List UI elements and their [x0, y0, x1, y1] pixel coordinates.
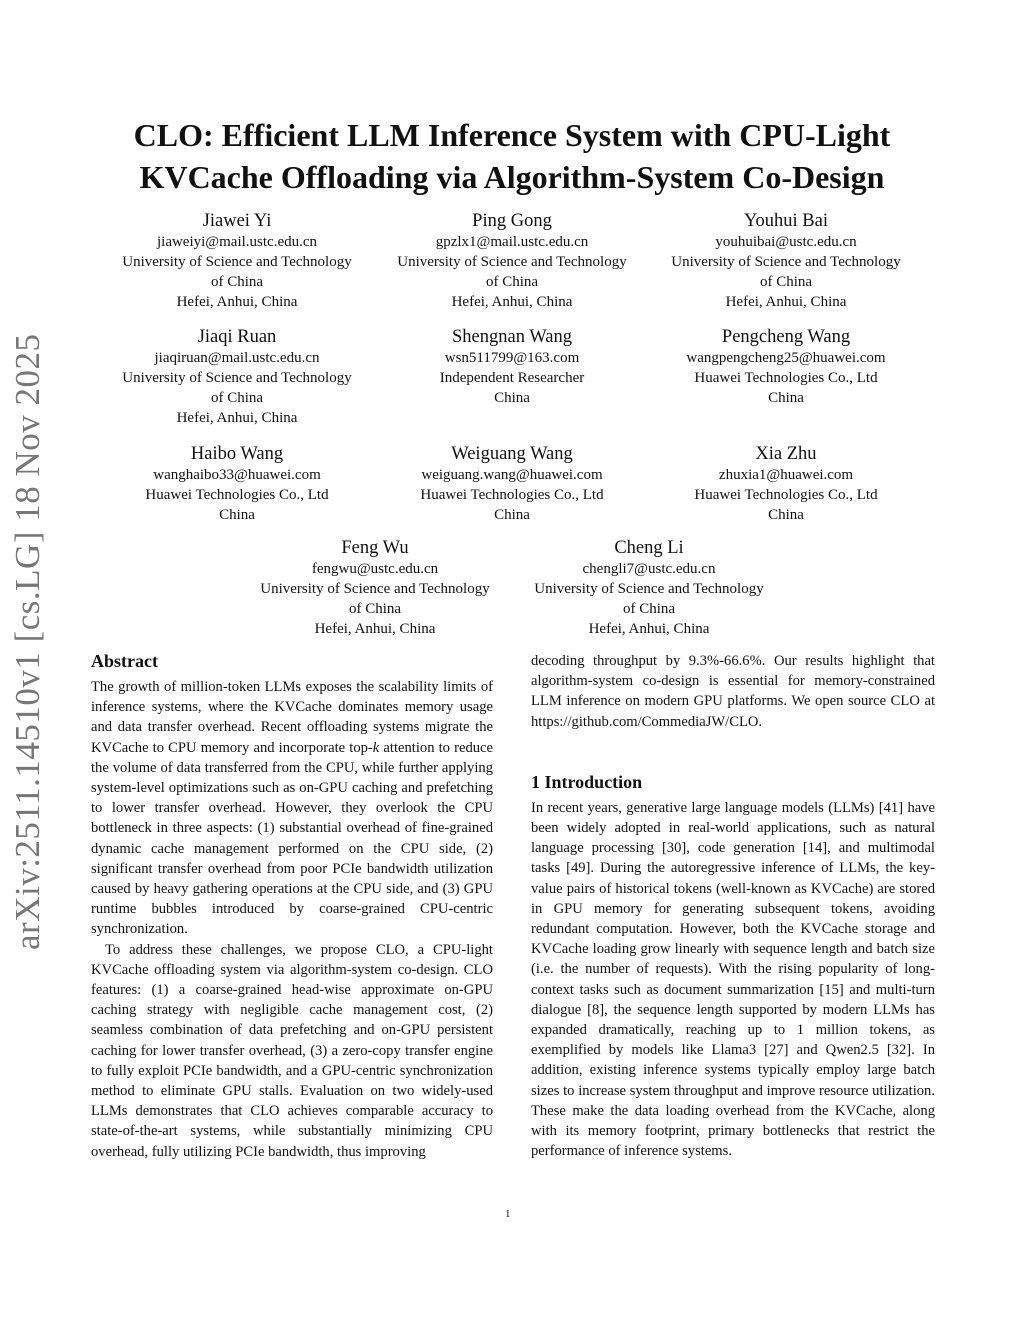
author-block — [377, 326, 647, 408]
author-block — [377, 210, 647, 312]
author-name: Youhui Bai — [744, 211, 828, 231]
author-affiliation: Huawei Technologies Co., Ltd — [694, 487, 878, 503]
author-affiliation-cont: China — [768, 390, 804, 406]
author-affiliation: Independent Researcher — [439, 370, 585, 386]
author-block — [102, 210, 372, 312]
math-variable: k — [372, 739, 380, 756]
author-location: Hefei, Anhui, China — [725, 294, 847, 310]
abstract-paragraph-1 — [91, 677, 493, 940]
author-affiliation: University of Science and Technology — [671, 254, 901, 270]
author-email: wangpengcheng25@huawei.com — [686, 350, 886, 366]
abstract-paragraph-2: To address these challenges, we propose CLO, a CPU-light KVCache offloading system via algorithm-system co-design. CLO features: (1) a coarse-grained head-wise approximate on-GPU caching strategy with negligible cache management cost, (2) seamless combination of data prefetching and on-GPU persistent caching for lower transfer overhead, (3) a zero-copy transfer engine to fully exploit PCIe bandwidth, and a GPU-centric synchronization method to eliminate GPU stalls. Evaluation on two widely-used LLMs demonstrates that CLO achieves comparable accuracy to state-of-the-art systems, while substantially minimizing CPU overhead, fully utilizing PCIe bandwidth, thus improving — [91, 941, 493, 1160]
author-affiliation: Huawei Technologies Co., Ltd — [145, 487, 329, 503]
author-affiliation-cont: China — [494, 507, 530, 523]
author-location: Hefei, Anhui, China — [451, 294, 573, 310]
author-affiliation-cont: of China — [759, 274, 813, 290]
author-affiliation-cont: China — [219, 507, 255, 523]
author-block — [651, 326, 921, 408]
author-block — [240, 537, 510, 639]
author-block — [377, 443, 647, 525]
page-number: 1 — [505, 1208, 511, 1220]
author-name: Haibo Wang — [190, 444, 284, 464]
author-affiliation-cont: of China — [210, 390, 264, 406]
author-affiliation-cont: of China — [485, 274, 539, 290]
introduction-paragraph-1: In recent years, generative large language models (LLMs) [41] have been widely adopted in real-world applications, such as natural language processing [30], code generation [14], and multimodal tasks [49]. During the autoregressive inference of LLMs, the key-value pairs of historical tokens (well-known as KVCache) are stored in GPU memory for generating subsequent tokens, avoiding redundant computation. However, both the KVCache storage and KVCache loading grow linearly with sequence length and batch size (i.e. the number of requests). With the rising popularity of long-context tasks such as document summarization [15] and multi-turn dialogue [8], the sequence length supported by modern LLMs has expanded dramatically, reaching up to 1 million tokens, as exemplified by models like Llama3 [27] and Qwen2.5 [32]. In addition, existing inference systems typically employ large batch sizes to increase system throughput and improve resource utilization. These make the data loading overhead from the KVCache, along with its memory footprint, primary bottlenecks that restrict the performance of inference systems. — [531, 799, 935, 1160]
author-block — [514, 537, 784, 639]
author-location: Hefei, Anhui, China — [314, 621, 436, 637]
author-name: Jiaqi Ruan — [197, 327, 277, 347]
author-location: Hefei, Anhui, China — [176, 410, 298, 426]
abstract-text: attention to reduce the volume of data transferred from the CPU, while further applying system-level optimizations such as on-GPU caching and prefetching to lower transfer overhead. However, they overlook the CPU bottleneck in three aspects: (1) substantial overhead of fine-grained dynamic cache management performed on the CPU side, (2) significant transfer overhead from poor PCIe bandwidth utilization caused by heavy gathering operations at the CPU side, and (3) GPU runtime bubbles introduced by coarse-grained CPU-centric synchronization. — [91, 739, 494, 938]
arxiv-identifier: arXiv:2511.14510v1 [cs.LG] 18 Nov 2025 — [8, 333, 47, 950]
author-affiliation: University of Science and Technology — [122, 370, 352, 386]
author-affiliation-cont: China — [494, 390, 530, 406]
author-location: Hefei, Anhui, China — [588, 621, 710, 637]
author-affiliation-cont: China — [768, 507, 804, 523]
author-name: Feng Wu — [341, 538, 409, 558]
author-name: Cheng Li — [614, 538, 684, 558]
author-affiliation-cont: of China — [622, 601, 676, 617]
abstract-text: The growth of million-token LLMs exposes the scalability limits of inference systems, where the KVCache dominates memory usage and data transfer overhead. Recent offloading systems migrate the KVCache to CPU memory and incorporate top- — [91, 679, 493, 756]
abstract-section — [91, 650, 493, 1162]
introduction-heading: 1 Introduction — [531, 771, 643, 792]
author-block — [651, 210, 921, 312]
author-name: Shengnan Wang — [452, 327, 572, 347]
author-email: youhuibai@ustc.edu.cn — [715, 234, 857, 250]
author-block — [102, 443, 372, 525]
author-affiliation-cont: of China — [210, 274, 264, 290]
abstract-paragraph-2-continued: decoding throughput by 9.3%-66.6%. Our results highlight that algorithm-system co-design is essential for memory-constrained LLM inference on modern GPU platforms. We open source CLO at https://github.com/CommediaJW/CLO. — [531, 653, 935, 730]
author-block — [651, 443, 921, 525]
author-affiliation: University of Science and Technology — [397, 254, 627, 270]
abstract-heading: Abstract — [91, 651, 158, 671]
author-affiliation: Huawei Technologies Co., Ltd — [420, 487, 604, 503]
author-affiliation: Huawei Technologies Co., Ltd — [694, 370, 878, 386]
paper-title — [60, 114, 964, 198]
author-name: Pengcheng Wang — [721, 327, 851, 347]
author-name: Xia Zhu — [755, 444, 817, 464]
author-affiliation: University of Science and Technology — [122, 254, 352, 270]
author-block — [102, 326, 372, 428]
author-email: wanghaibo33@huawei.com — [153, 467, 321, 483]
author-name: Weiguang Wang — [451, 444, 573, 464]
author-affiliation-cont: of China — [348, 601, 402, 617]
right-column — [531, 651, 935, 1161]
author-email: wsn511799@163.com — [444, 350, 580, 366]
title-line-1: CLO: Efficient LLM Inference System with CPU-Light — [133, 117, 891, 153]
author-email: weiguang.wang@huawei.com — [421, 467, 603, 483]
author-name: Jiawei Yi — [202, 211, 272, 231]
author-email: zhuxia1@huawei.com — [718, 467, 854, 483]
author-affiliation: University of Science and Technology — [260, 581, 490, 597]
author-affiliation: University of Science and Technology — [534, 581, 764, 597]
author-email: jiaqiruan@mail.ustc.edu.cn — [154, 350, 320, 366]
author-email: gpzlx1@mail.ustc.edu.cn — [435, 234, 589, 250]
author-name: Ping Gong — [472, 211, 552, 231]
title-line-2: KVCache Offloading via Algorithm-System Co-Design — [139, 159, 885, 195]
author-email: fengwu@ustc.edu.cn — [311, 561, 439, 577]
author-email: jiaweiyi@mail.ustc.edu.cn — [156, 234, 318, 250]
author-location: Hefei, Anhui, China — [176, 294, 298, 310]
author-email: chengli7@ustc.edu.cn — [582, 561, 716, 577]
